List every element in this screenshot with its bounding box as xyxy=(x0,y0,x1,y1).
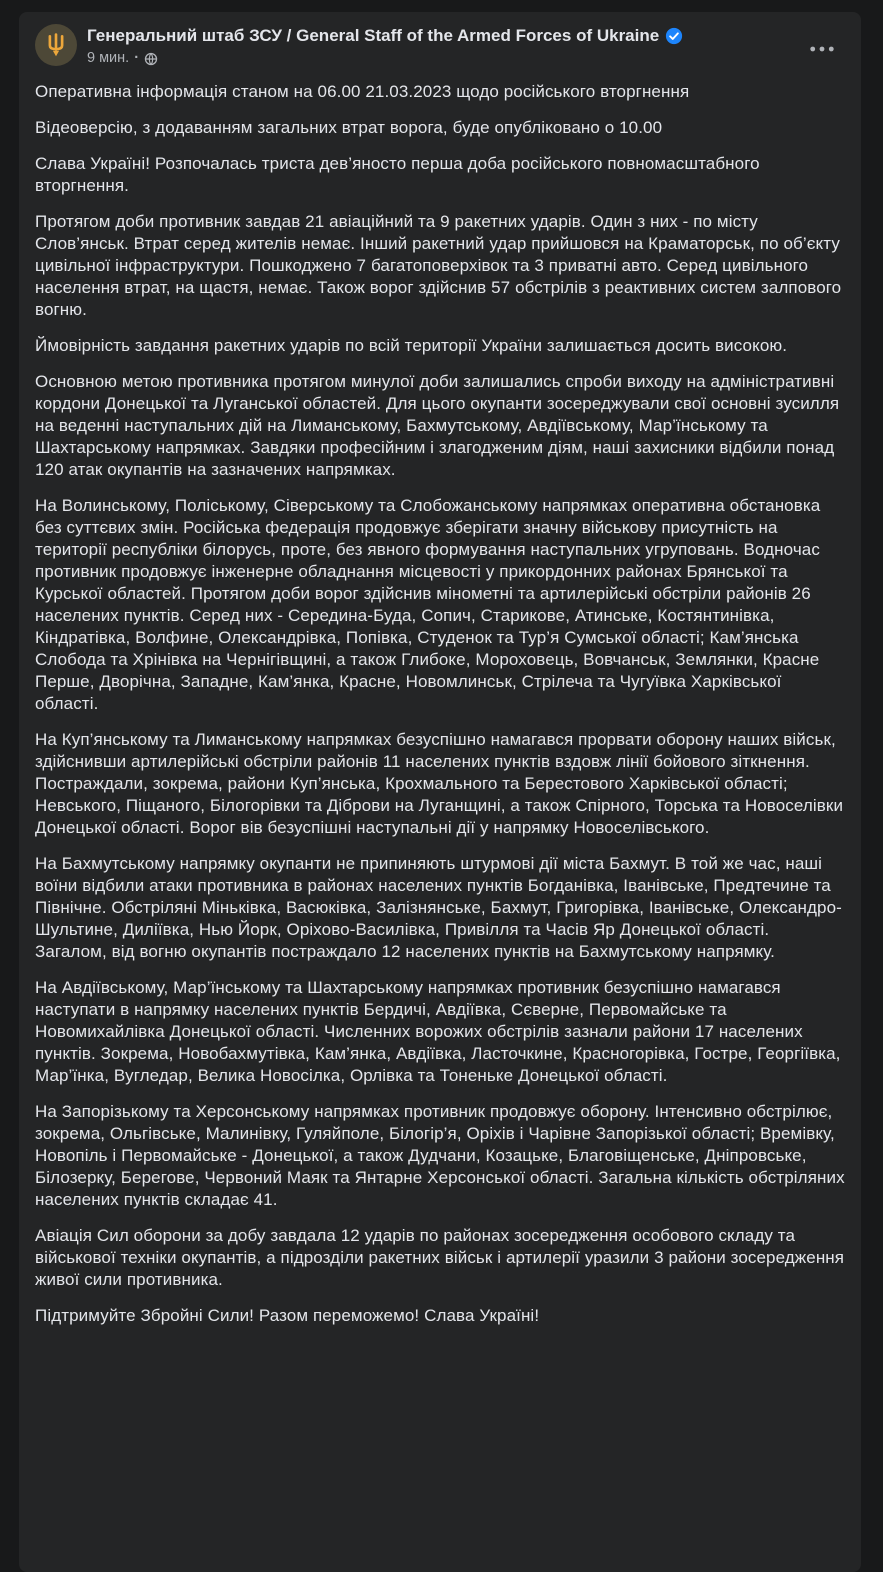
post-paragraph: На Запорізькому та Херсонському напрямках противник продовжує оборону. Інтенсивно обстрілює, зокрема, Ольгівське, Малинівку, Гуляйполе, Білогір’я, Оріхів і Чарівне Запорізької області; Времівку, Новопіль і Первомайське - Донецької, а також Дудчани, Козацьке, Благовіщенське, Дніпровське, Білозерку, Берегове, Червоний Маяк та Янтарне Херсонської області. Загальна кількість обстріляних населених пунктів складає 41. xyxy=(35,1102,845,1209)
header-text-block xyxy=(87,24,795,67)
audience-globe-icon xyxy=(144,52,158,66)
meta-separator: · xyxy=(134,50,140,66)
verified-badge-icon xyxy=(665,27,683,45)
post-paragraph: Протягом доби противник завдав 21 авіаційний та 9 ракетних ударів. Один з них - по місту Слов’янськ. Втрат серед жителів немає. Інший ракетний удар прийшовся на Краматорськ, по об’єкту цивільної інфраструктури. Пошкоджено 7 багатоповерхівок та 3 приватні авто. Серед цивільного населення втрат, на щастя, немає. Також ворог здійснив 57 обстрілів з реактивних систем залпового вогню. xyxy=(35,212,842,319)
post-paragraph: На Авдіївському, Мар’їнському та Шахтарському напрямках противник безуспішно намагався наступати в напрямку населених пунктів Бердичі, Авдіївка, Сєверне, Первомайське та Новомихайлівка Донецької області. Численних ворожих обстрілів зазнали райони 17 населених пунктів. Зокрема, Новобахмутівка, Кам’янка, Авдіївка, Ласточкине, Красногорівка, Гостре, Георгіївка, Мар’їнка, Вугледар, Велика Новосілка, Орлівка та Тоненьке Донецької області. xyxy=(35,978,841,1085)
post-meta-row xyxy=(87,50,795,67)
post-paragraph: Відеоверсію, з додаванням загальних втрат ворога, буде опубліковано о 10.00 xyxy=(35,118,663,137)
more-options-button[interactable] xyxy=(805,32,839,66)
page-name-link[interactable]: Генеральний штаб ЗСУ / General Staff of the Armed Forces of Ukraine xyxy=(87,26,660,45)
post-paragraph: Підтримуйте Збройні Сили! Разом переможемо! Слава Україні! xyxy=(35,1306,540,1325)
post-paragraph: Основною метою противника протягом минулої доби залишались спроби виходу на адміністративні кордони Донецької та Луганської областей. Для цього окупанти зосереджували свої основні зусилля на веденні наступальних дій на Лиманському, Бахмутському, Авдіївському, Мар’їнському та Шахтарському напрямках. Завдяки професійним і злагодженим діям, наші захисники відбили понад 120 атак окупантів на зазначених напрямках. xyxy=(35,372,840,479)
ellipsis-icon xyxy=(809,45,835,53)
post-timestamp[interactable]: 9 мин. xyxy=(87,50,130,66)
post-paragraph: Слава Україні! Розпочалась триста дев’яносто перша доба російського повномасштабного вторгнення. xyxy=(35,154,760,195)
page-avatar[interactable] xyxy=(35,24,77,66)
tryzub-trident-icon xyxy=(41,30,71,60)
post-paragraph: Оперативна інформація станом на 06.00 21.03.2023 щодо російського вторгнення xyxy=(35,82,690,101)
post-paragraph: На Куп’янському та Лиманському напрямках безуспішно намагався прорвати оборону наших військ, здійснивши артилерійські обстріли районів 11 населених пунктів вздовж лінії бойового зіткнення. Постраждали, зокрема, райони Куп’янська, Крохмального та Берестового Харківської області; Невського, Піщаного, Білогорівки та Діброви на Луганщині, а також Спірного, Торська та Новоселівки Донецької області. Ворог вів безуспішні наступальні дії у напрямку Новоселівського. xyxy=(35,730,844,837)
page-name-row xyxy=(87,25,795,47)
post-paragraph: На Волинському, Поліському, Сіверському та Слобожанському напрямках оперативна обстановка без суттєвих змін. Російська федерація продовжує зберігати значну військову присутність на території республіки білорусь, проте, без явного формування наступальних угруповань. Водночас противник продовжує інженерне обладнання місцевості у прикордонних районах Брянської та Курської областей. Протягом доби ворог здійснив мінометні та артилерійські обстріли районів 26 населених пунктів. Серед них - Середина-Буда, Сопич, Старикове, Атинське, Костянтинівка, Кіндратівка, Волфине, Олександрівка, Попівка, Студенок та Тур’я Сумської області; Кам’янська Слобода та Хрінівка на Чернігівщині, а також Глибоке, Мороховець, Вовчанськ, Землянки, Красне Перше, Дворічна, Западне, Кам’янка, Красне, Новомлинськ, Стрілеча та Чугуївка Харківської області. xyxy=(35,496,821,713)
post-card xyxy=(19,12,861,1572)
post-paragraph: Ймовірність завдання ракетних ударів по всій території України залишається досить високою. xyxy=(35,336,788,355)
post-header xyxy=(35,24,845,67)
post-paragraph: На Бахмутському напрямку окупанти не припиняють штурмові дії міста Бахмут. В той же час, наші воїни відбили атаки противника в районах населених пунктів Богданівка, Іванівське, Предтечине та Північне. Обстріляні Міньківка, Васюківка, Залізнянське, Бахмут, Григорівка, Іванівське, Олександро-Шультине, Диліївка, Нью Йорк, Оріхово-Василівка, Привілля та Часів Яр Донецької області. Загалом, від вогню окупантів постраждало 12 населених пунктів на Бахмутському напрямку. xyxy=(35,854,842,961)
post-paragraph: Авіація Сил оборони за добу завдала 12 ударів по районах зосередження особового складу та військової техніки окупантів, а підрозділи ракетних військ і артилерії уразили 3 райони зосередження живої сили противника. xyxy=(35,1226,845,1289)
post-body xyxy=(35,81,845,1327)
